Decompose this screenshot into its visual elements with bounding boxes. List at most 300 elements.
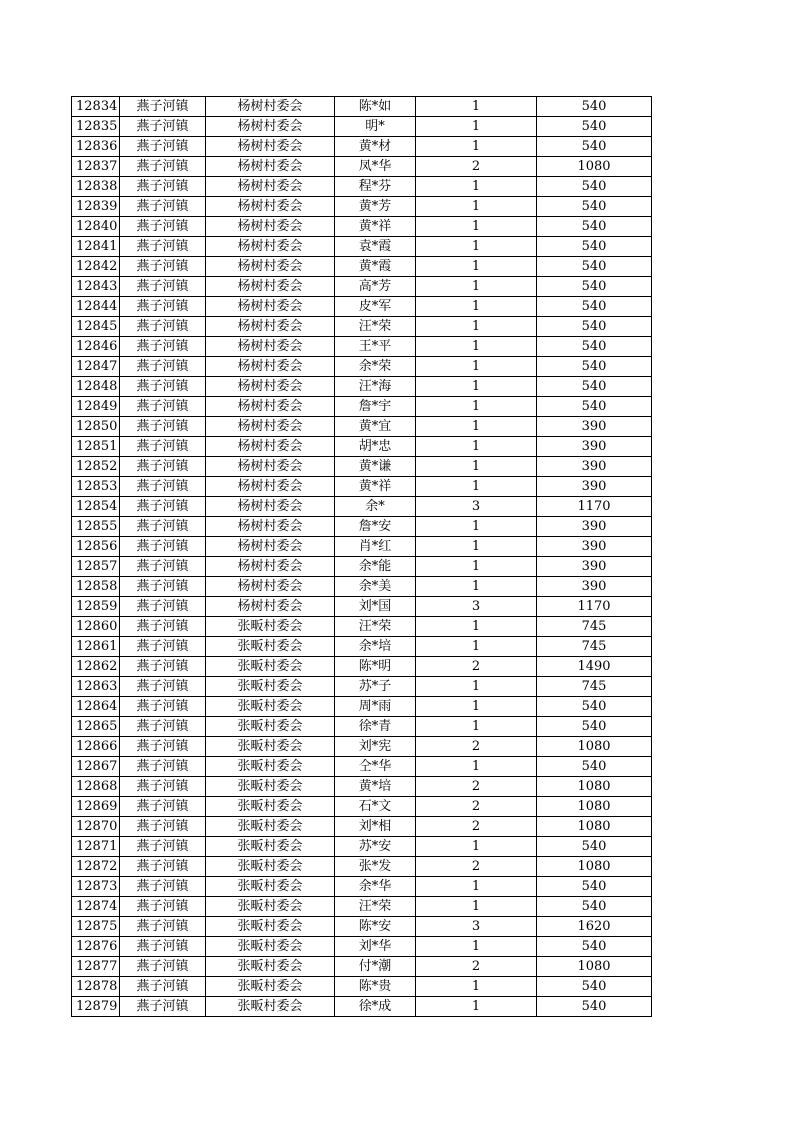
table-row [72, 397, 652, 417]
count-cell: 1 [416, 637, 537, 657]
village-cell: 杨树村委会 [206, 177, 335, 197]
name-cell: 黄*芳 [335, 197, 416, 217]
village-cell: 杨树村委会 [206, 597, 335, 617]
town-cell: 燕子河镇 [120, 977, 206, 997]
name-cell: 黄*培 [335, 777, 416, 797]
amount-cell: 390 [537, 437, 652, 457]
village-cell: 张畈村委会 [206, 937, 335, 957]
row-number-cell: 12856 [72, 537, 120, 557]
count-cell: 2 [416, 657, 537, 677]
town-cell: 燕子河镇 [120, 237, 206, 257]
row-number-cell: 12846 [72, 337, 120, 357]
row-number-cell: 12875 [72, 917, 120, 937]
town-cell: 燕子河镇 [120, 917, 206, 937]
name-cell: 詹*安 [335, 517, 416, 537]
count-cell: 3 [416, 917, 537, 937]
count-cell: 1 [416, 197, 537, 217]
town-cell: 燕子河镇 [120, 957, 206, 977]
name-cell: 徐*青 [335, 717, 416, 737]
amount-cell: 390 [537, 577, 652, 597]
name-cell: 黄*材 [335, 137, 416, 157]
amount-cell: 540 [537, 377, 652, 397]
row-number-cell: 12869 [72, 797, 120, 817]
table-row [72, 497, 652, 517]
town-cell: 燕子河镇 [120, 997, 206, 1017]
village-cell: 张畈村委会 [206, 637, 335, 657]
count-cell: 2 [416, 157, 537, 177]
row-number-cell: 12850 [72, 417, 120, 437]
village-cell: 杨树村委会 [206, 557, 335, 577]
village-cell: 杨树村委会 [206, 437, 335, 457]
village-cell: 张畈村委会 [206, 917, 335, 937]
amount-cell: 540 [537, 317, 652, 337]
amount-cell: 390 [537, 417, 652, 437]
town-cell: 燕子河镇 [120, 717, 206, 737]
row-number-cell: 12871 [72, 837, 120, 857]
row-number-cell: 12857 [72, 557, 120, 577]
row-number-cell: 12863 [72, 677, 120, 697]
name-cell: 刘*国 [335, 597, 416, 617]
table-row [72, 977, 652, 997]
amount-cell: 540 [537, 977, 652, 997]
name-cell: 张*发 [335, 857, 416, 877]
row-number-cell: 12859 [72, 597, 120, 617]
town-cell: 燕子河镇 [120, 577, 206, 597]
count-cell: 1 [416, 437, 537, 457]
town-cell: 燕子河镇 [120, 257, 206, 277]
name-cell: 汪*荣 [335, 897, 416, 917]
name-cell: 仝*华 [335, 757, 416, 777]
name-cell: 余* [335, 497, 416, 517]
name-cell: 汪*海 [335, 377, 416, 397]
amount-cell: 540 [537, 997, 652, 1017]
table-row [72, 457, 652, 477]
amount-cell: 540 [537, 397, 652, 417]
amount-cell: 540 [537, 137, 652, 157]
amount-cell: 540 [537, 97, 652, 117]
town-cell: 燕子河镇 [120, 137, 206, 157]
row-number-cell: 12872 [72, 857, 120, 877]
count-cell: 2 [416, 777, 537, 797]
amount-cell: 1080 [537, 737, 652, 757]
name-cell: 余*能 [335, 557, 416, 577]
count-cell: 1 [416, 877, 537, 897]
village-cell: 杨树村委会 [206, 537, 335, 557]
village-cell: 杨树村委会 [206, 457, 335, 477]
count-cell: 2 [416, 737, 537, 757]
village-cell: 杨树村委会 [206, 337, 335, 357]
name-cell: 陈*贵 [335, 977, 416, 997]
town-cell: 燕子河镇 [120, 657, 206, 677]
amount-cell: 540 [537, 897, 652, 917]
name-cell: 刘*宪 [335, 737, 416, 757]
village-cell: 张畈村委会 [206, 977, 335, 997]
table-row [72, 757, 652, 777]
count-cell: 2 [416, 817, 537, 837]
name-cell: 程*芬 [335, 177, 416, 197]
village-cell: 张畈村委会 [206, 757, 335, 777]
row-number-cell: 12835 [72, 117, 120, 137]
town-cell: 燕子河镇 [120, 277, 206, 297]
table-row [72, 277, 652, 297]
town-cell: 燕子河镇 [120, 557, 206, 577]
row-number-cell: 12879 [72, 997, 120, 1017]
table-row [72, 417, 652, 437]
count-cell: 2 [416, 797, 537, 817]
town-cell: 燕子河镇 [120, 117, 206, 137]
village-cell: 杨树村委会 [206, 317, 335, 337]
name-cell: 肖*红 [335, 537, 416, 557]
table-row [72, 817, 652, 837]
name-cell: 黄*宜 [335, 417, 416, 437]
table-row [72, 337, 652, 357]
row-number-cell: 12853 [72, 477, 120, 497]
town-cell: 燕子河镇 [120, 397, 206, 417]
village-cell: 张畈村委会 [206, 697, 335, 717]
row-number-cell: 12849 [72, 397, 120, 417]
amount-cell: 1080 [537, 157, 652, 177]
amount-cell: 1080 [537, 857, 652, 877]
town-cell: 燕子河镇 [120, 437, 206, 457]
amount-cell: 1080 [537, 957, 652, 977]
village-cell: 杨树村委会 [206, 257, 335, 277]
row-number-cell: 12837 [72, 157, 120, 177]
amount-cell: 540 [537, 217, 652, 237]
village-cell: 杨树村委会 [206, 417, 335, 437]
village-cell: 杨树村委会 [206, 277, 335, 297]
row-number-cell: 12876 [72, 937, 120, 957]
count-cell: 1 [416, 697, 537, 717]
count-cell: 1 [416, 297, 537, 317]
count-cell: 1 [416, 237, 537, 257]
count-cell: 1 [416, 937, 537, 957]
village-cell: 张畈村委会 [206, 837, 335, 857]
amount-cell: 1490 [537, 657, 652, 677]
town-cell: 燕子河镇 [120, 517, 206, 537]
name-cell: 苏*子 [335, 677, 416, 697]
row-number-cell: 12847 [72, 357, 120, 377]
name-cell: 汪*荣 [335, 617, 416, 637]
village-cell: 张畈村委会 [206, 897, 335, 917]
town-cell: 燕子河镇 [120, 697, 206, 717]
amount-cell: 1620 [537, 917, 652, 937]
town-cell: 燕子河镇 [120, 497, 206, 517]
amount-cell: 540 [537, 717, 652, 737]
village-cell: 杨树村委会 [206, 137, 335, 157]
town-cell: 燕子河镇 [120, 797, 206, 817]
row-number-cell: 12874 [72, 897, 120, 917]
name-cell: 袁*霞 [335, 237, 416, 257]
name-cell: 胡*忠 [335, 437, 416, 457]
amount-cell: 1170 [537, 497, 652, 517]
town-cell: 燕子河镇 [120, 637, 206, 657]
table-row [72, 297, 652, 317]
village-cell: 张畈村委会 [206, 657, 335, 677]
row-number-cell: 12862 [72, 657, 120, 677]
count-cell: 1 [416, 757, 537, 777]
table-row [72, 577, 652, 597]
name-cell: 苏*安 [335, 837, 416, 857]
name-cell: 陈*明 [335, 657, 416, 677]
count-cell: 1 [416, 997, 537, 1017]
table-row [72, 137, 652, 157]
name-cell: 陈*如 [335, 97, 416, 117]
amount-cell: 745 [537, 677, 652, 697]
table-body [72, 97, 652, 1017]
town-cell: 燕子河镇 [120, 537, 206, 557]
town-cell: 燕子河镇 [120, 477, 206, 497]
row-number-cell: 12844 [72, 297, 120, 317]
name-cell: 余*美 [335, 577, 416, 597]
village-cell: 杨树村委会 [206, 117, 335, 137]
count-cell: 2 [416, 857, 537, 877]
row-number-cell: 12842 [72, 257, 120, 277]
count-cell: 3 [416, 497, 537, 517]
amount-cell: 540 [537, 757, 652, 777]
name-cell: 黄*祥 [335, 217, 416, 237]
row-number-cell: 12877 [72, 957, 120, 977]
town-cell: 燕子河镇 [120, 897, 206, 917]
town-cell: 燕子河镇 [120, 297, 206, 317]
count-cell: 1 [416, 217, 537, 237]
data-table [71, 96, 652, 1017]
town-cell: 燕子河镇 [120, 177, 206, 197]
village-cell: 张畈村委会 [206, 997, 335, 1017]
town-cell: 燕子河镇 [120, 317, 206, 337]
amount-cell: 390 [537, 517, 652, 537]
amount-cell: 540 [537, 277, 652, 297]
village-cell: 张畈村委会 [206, 797, 335, 817]
town-cell: 燕子河镇 [120, 417, 206, 437]
table-row [72, 857, 652, 877]
amount-cell: 540 [537, 257, 652, 277]
row-number-cell: 12851 [72, 437, 120, 457]
amount-cell: 540 [537, 337, 652, 357]
table-row [72, 997, 652, 1017]
amount-cell: 745 [537, 637, 652, 657]
town-cell: 燕子河镇 [120, 937, 206, 957]
village-cell: 杨树村委会 [206, 517, 335, 537]
count-cell: 1 [416, 577, 537, 597]
village-cell: 张畈村委会 [206, 717, 335, 737]
amount-cell: 540 [537, 937, 652, 957]
row-number-cell: 12870 [72, 817, 120, 837]
count-cell: 1 [416, 537, 537, 557]
amount-cell: 1080 [537, 797, 652, 817]
village-cell: 杨树村委会 [206, 97, 335, 117]
name-cell: 高*芳 [335, 277, 416, 297]
table-row [72, 677, 652, 697]
row-number-cell: 12838 [72, 177, 120, 197]
village-cell: 张畈村委会 [206, 777, 335, 797]
town-cell: 燕子河镇 [120, 837, 206, 857]
table-row [72, 377, 652, 397]
village-cell: 张畈村委会 [206, 857, 335, 877]
table-row [72, 897, 652, 917]
count-cell: 1 [416, 457, 537, 477]
count-cell: 1 [416, 317, 537, 337]
row-number-cell: 12873 [72, 877, 120, 897]
town-cell: 燕子河镇 [120, 737, 206, 757]
table-row [72, 737, 652, 757]
town-cell: 燕子河镇 [120, 377, 206, 397]
town-cell: 燕子河镇 [120, 877, 206, 897]
table-row [72, 217, 652, 237]
row-number-cell: 12854 [72, 497, 120, 517]
count-cell: 2 [416, 957, 537, 977]
table-row [72, 437, 652, 457]
name-cell: 陈*安 [335, 917, 416, 937]
table-row [72, 657, 652, 677]
amount-cell: 390 [537, 457, 652, 477]
row-number-cell: 12836 [72, 137, 120, 157]
town-cell: 燕子河镇 [120, 757, 206, 777]
village-cell: 杨树村委会 [206, 397, 335, 417]
name-cell: 明* [335, 117, 416, 137]
table-row [72, 197, 652, 217]
village-cell: 张畈村委会 [206, 737, 335, 757]
table-row [72, 257, 652, 277]
town-cell: 燕子河镇 [120, 457, 206, 477]
row-number-cell: 12839 [72, 197, 120, 217]
amount-cell: 540 [537, 297, 652, 317]
count-cell: 1 [416, 897, 537, 917]
amount-cell: 390 [537, 477, 652, 497]
count-cell: 1 [416, 177, 537, 197]
amount-cell: 540 [537, 197, 652, 217]
row-number-cell: 12848 [72, 377, 120, 397]
name-cell: 石*文 [335, 797, 416, 817]
row-number-cell: 12843 [72, 277, 120, 297]
table-row [72, 477, 652, 497]
village-cell: 杨树村委会 [206, 197, 335, 217]
table-row [72, 937, 652, 957]
row-number-cell: 12834 [72, 97, 120, 117]
village-cell: 杨树村委会 [206, 477, 335, 497]
town-cell: 燕子河镇 [120, 197, 206, 217]
amount-cell: 745 [537, 617, 652, 637]
amount-cell: 540 [537, 177, 652, 197]
village-cell: 张畈村委会 [206, 877, 335, 897]
count-cell: 1 [416, 117, 537, 137]
table-row [72, 877, 652, 897]
village-cell: 张畈村委会 [206, 817, 335, 837]
name-cell: 刘*相 [335, 817, 416, 837]
town-cell: 燕子河镇 [120, 617, 206, 637]
village-cell: 杨树村委会 [206, 357, 335, 377]
count-cell: 1 [416, 677, 537, 697]
count-cell: 1 [416, 337, 537, 357]
village-cell: 杨树村委会 [206, 157, 335, 177]
town-cell: 燕子河镇 [120, 817, 206, 837]
count-cell: 1 [416, 617, 537, 637]
row-number-cell: 12845 [72, 317, 120, 337]
town-cell: 燕子河镇 [120, 857, 206, 877]
row-number-cell: 12878 [72, 977, 120, 997]
name-cell: 黄*谦 [335, 457, 416, 477]
village-cell: 杨树村委会 [206, 237, 335, 257]
count-cell: 1 [416, 417, 537, 437]
name-cell: 黄*祥 [335, 477, 416, 497]
name-cell: 皮*军 [335, 297, 416, 317]
table-row [72, 517, 652, 537]
name-cell: 余*华 [335, 877, 416, 897]
row-number-cell: 12858 [72, 577, 120, 597]
count-cell: 1 [416, 557, 537, 577]
table-row [72, 917, 652, 937]
table-row [72, 97, 652, 117]
count-cell: 1 [416, 517, 537, 537]
town-cell: 燕子河镇 [120, 357, 206, 377]
count-cell: 1 [416, 137, 537, 157]
village-cell: 杨树村委会 [206, 297, 335, 317]
amount-cell: 540 [537, 837, 652, 857]
count-cell: 1 [416, 257, 537, 277]
row-number-cell: 12852 [72, 457, 120, 477]
count-cell: 1 [416, 357, 537, 377]
row-number-cell: 12840 [72, 217, 120, 237]
name-cell: 王*平 [335, 337, 416, 357]
amount-cell: 390 [537, 537, 652, 557]
village-cell: 张畈村委会 [206, 617, 335, 637]
table-row [72, 617, 652, 637]
row-number-cell: 12867 [72, 757, 120, 777]
town-cell: 燕子河镇 [120, 337, 206, 357]
count-cell: 1 [416, 977, 537, 997]
name-cell: 凤*华 [335, 157, 416, 177]
name-cell: 周*雨 [335, 697, 416, 717]
town-cell: 燕子河镇 [120, 777, 206, 797]
village-cell: 杨树村委会 [206, 217, 335, 237]
count-cell: 1 [416, 277, 537, 297]
row-number-cell: 12868 [72, 777, 120, 797]
table-row [72, 777, 652, 797]
town-cell: 燕子河镇 [120, 597, 206, 617]
name-cell: 余*荣 [335, 357, 416, 377]
table-row [72, 237, 652, 257]
count-cell: 1 [416, 397, 537, 417]
village-cell: 杨树村委会 [206, 497, 335, 517]
table-row [72, 637, 652, 657]
table-row [72, 557, 652, 577]
count-cell: 1 [416, 97, 537, 117]
row-number-cell: 12860 [72, 617, 120, 637]
table-row [72, 157, 652, 177]
town-cell: 燕子河镇 [120, 217, 206, 237]
table-row [72, 537, 652, 557]
village-cell: 杨树村委会 [206, 577, 335, 597]
row-number-cell: 12866 [72, 737, 120, 757]
row-number-cell: 12855 [72, 517, 120, 537]
table-row [72, 317, 652, 337]
amount-cell: 540 [537, 117, 652, 137]
table-row [72, 597, 652, 617]
amount-cell: 1080 [537, 777, 652, 797]
name-cell: 汪*荣 [335, 317, 416, 337]
name-cell: 徐*成 [335, 997, 416, 1017]
count-cell: 1 [416, 377, 537, 397]
amount-cell: 540 [537, 697, 652, 717]
amount-cell: 540 [537, 237, 652, 257]
table-row [72, 837, 652, 857]
town-cell: 燕子河镇 [120, 157, 206, 177]
count-cell: 1 [416, 837, 537, 857]
amount-cell: 390 [537, 557, 652, 577]
village-cell: 张畈村委会 [206, 957, 335, 977]
amount-cell: 540 [537, 877, 652, 897]
row-number-cell: 12841 [72, 237, 120, 257]
count-cell: 1 [416, 717, 537, 737]
